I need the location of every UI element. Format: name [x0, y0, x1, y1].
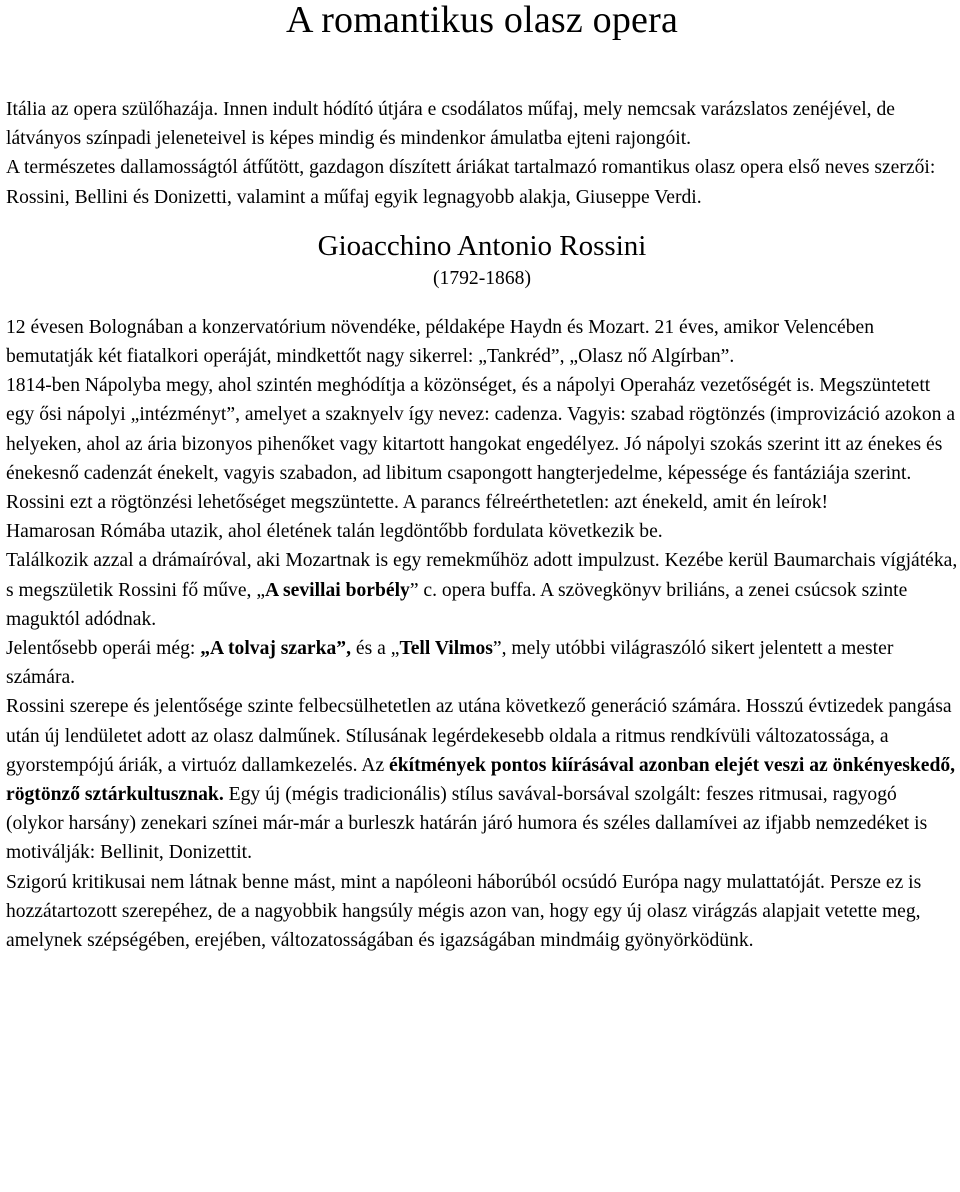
- opera-title-barber: A sevillai borbély: [265, 579, 410, 601]
- bio-p5-text-b: és a „: [351, 638, 400, 660]
- bio-p4-text-b: ” c. opera buffa. A szövegkönyv briliáns, a zenei csúcsok szinte maguktól adódnak.: [6, 579, 908, 630]
- page-title: A romantikus olasz opera: [285, 0, 679, 41]
- bio-paragraph-3: Hamarosan Rómába utazik, ahol életének talán legdöntőbb fordulata következik be.: [6, 521, 663, 543]
- bio-paragraph-5: [6, 638, 893, 688]
- bio-paragraph-6: [6, 696, 955, 863]
- document-page: [6, 0, 958, 955]
- bio-paragraph-2: 1814-ben Nápolyba megy, ahol szintén meghódítja a közönséget, és a nápolyi Operaház vezetőségét is. Megszüntetett egy ősi nápolyi „intézményt”, amelyet a szaknyelv így nevez: cadenza. Vagyis: szabad rögtönzés (improvizáció azokon a helyeken, ahol az ária bizonyos pihenőket vagy kitartott hangokat engedélyez. Jó nápolyi szokás szerint itt az énekes és énekesnő cadenzát énekelt, vagyis szabadon, ad libitum csapongott hangterjedelme, képessége és fantáziája szerint. Rossini ezt a rögtönzési lehetőséget megszüntette. A parancs félreérthetetlen: azt énekeld, amit én leírok!: [6, 375, 956, 514]
- bio-p5-text-a: Jelentősebb operái még:: [6, 638, 201, 660]
- opera-title-magpie: „A tolvaj szarka”,: [200, 638, 352, 660]
- bio-p4-text-a: Találkozik azzal a drámaíróval, aki Mozartnak is egy remekműhöz adott impulzust. Kezébe kerül Baumarchais vígjátéka, s megszületik Rossini fő műve, „: [6, 550, 958, 601]
- bio-p6-emphasis: ékítmények pontos kiírásával azonban elejét veszi az önkényeskedő, rögtönző sztárkultusznak.: [6, 754, 956, 806]
- intro-text-2: A természetes dallamosságtól átfűtött, gazdagon díszített áriákat tartalmazó romantikus olasz opera első neves szerzői: Rossini, Bellini és Donizetti, valamint a műfaj egyik legnagyobb alakja, Giuseppe Verdi.: [6, 157, 936, 208]
- opera-title-tell: Tell Vilmos: [399, 638, 493, 660]
- bio-body: [6, 313, 958, 955]
- section-heading: Gioacchino Antonio Rossini: [317, 229, 647, 262]
- intro-text-1: Itália az opera szülőhazája. Innen indult hódító útjára e csodálatos műfaj, mely nemcsak varázslatos zenéjével, de látványos színpadi jeleneteivel is képes mindig és mindenkor ámulatba ejteni rajongóit.: [6, 99, 895, 150]
- bio-paragraph-1: 12 évesen Bolognában a konzervatórium növendéke, példaképe Haydn és Mozart. 21 éves, amikor Velencében bemutatják két fiatalkori operáját, mindkettőt nagy sikerrel: „Tankréd”, „Olasz nő Algírban”.: [6, 316, 874, 368]
- bio-p6-text-b: Egy új (mégis tradicionális) stílus savával-borsával szolgált: feszes ritmusai, ragyogó (olykor harsány) zenekari színei már-már a burleszk határán járó humora és széles dallamívei az ifjabb nemzedéket is motiválják: Bellinit, Donizettit.: [6, 784, 928, 864]
- section-dates: (1792-1868): [433, 267, 531, 289]
- intro-paragraph: [6, 95, 958, 212]
- bio-p6-text-a: Rossini szerepe és jelentősége szinte felbecsülhetetlen az utána következő generáció számára. Hosszú évtizedek pangása után új lendületet adott az olasz dalműnek. Stílusának legérdekesebb oldala a ritmus rendkívüli változatossága, a gyorstempójú áriák, a virtuóz dallamkezelés. Az: [6, 696, 952, 776]
- bio-p5-text-c: ”, mely utóbbi világraszóló sikert jelentett a mester számára.: [6, 638, 894, 689]
- bio-paragraph-7: Szigorú kritikusai nem látnak benne mást, mint a napóleoni háborúból ocsúdó Európa nagy mulattatóját. Persze ez is hozzátartozott szerepéhez, de a nagyobbik hangsúly mégis azon van, hogy egy új olasz virágzás alapjait vetette meg, amelynek szépségében, erejében, változatosságában és igazságában mindmáig gyönyörködünk.: [6, 871, 922, 952]
- bio-paragraph-4: [6, 550, 957, 629]
